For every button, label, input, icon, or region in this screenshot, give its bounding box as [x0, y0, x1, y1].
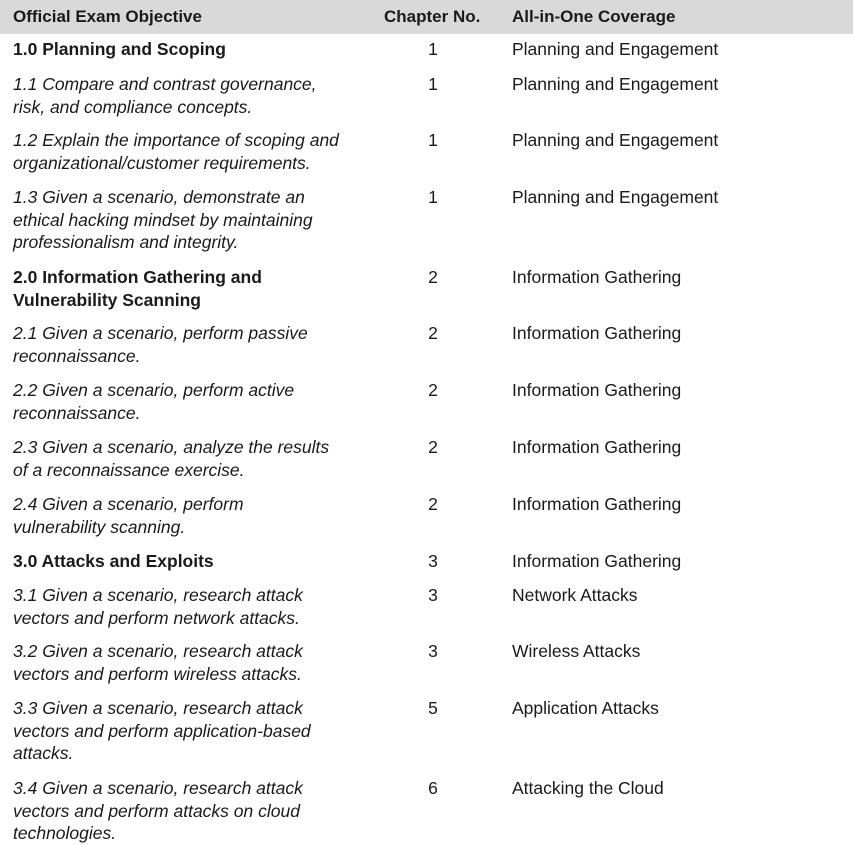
coverage-cell: Information Gathering [512, 437, 682, 457]
objective-cell: 3.1 Given a scenario, research attack vectors and perform network attacks. [13, 585, 303, 628]
coverage-cell: Application Attacks [512, 698, 659, 718]
chapter-cell: 2 [428, 437, 438, 457]
chapter-cell: 1 [428, 39, 438, 59]
chapter-cell: 5 [428, 698, 438, 718]
coverage-cell: Planning and Engagement [512, 39, 719, 59]
coverage-cell: Information Gathering [512, 494, 682, 514]
chapter-cell: 3 [428, 585, 438, 605]
coverage-cell: Attacking the Cloud [512, 778, 664, 798]
objective-cell: 3.0 Attacks and Exploits [13, 551, 214, 571]
chapter-cell: 1 [428, 187, 438, 207]
coverage-cell: Wireless Attacks [512, 641, 641, 661]
objective-cell: 3.2 Given a scenario, research attack vectors and perform wireless attacks. [13, 641, 303, 684]
objective-cell: 1.3 Given a scenario, demonstrate an ethical hacking mindset by maintaining professionalism and integrity. [13, 187, 313, 253]
coverage-cell: Information Gathering [512, 380, 682, 400]
table-header [0, 0, 853, 34]
coverage-cell: Information Gathering [512, 551, 682, 571]
objective-cell: 2.4 Given a scenario, perform vulnerability scanning. [13, 494, 244, 537]
objective-cell: 2.0 Information Gathering and Vulnerability Scanning [13, 267, 262, 310]
objective-cell: 1.2 Explain the importance of scoping and organizational/customer requirements. [13, 130, 339, 173]
coverage-cell: Planning and Engagement [512, 187, 719, 207]
chapter-cell: 1 [428, 74, 438, 94]
objective-cell: 2.2 Given a scenario, perform active reconnaissance. [13, 380, 295, 423]
objective-cell: 1.0 Planning and Scoping [13, 39, 226, 59]
objective-cell: 3.3 Given a scenario, research attack vectors and perform application-based attacks. [13, 698, 311, 764]
coverage-cell: Planning and Engagement [512, 130, 719, 150]
chapter-cell: 3 [428, 641, 438, 661]
coverage-cell: Information Gathering [512, 267, 682, 287]
header-coverage: All-in-One Coverage [512, 7, 676, 26]
chapter-cell: 6 [428, 778, 438, 798]
coverage-cell: Planning and Engagement [512, 74, 719, 94]
chapter-cell: 3 [428, 551, 438, 571]
objective-cell: 2.1 Given a scenario, perform passive reconnaissance. [13, 323, 308, 366]
objective-cell: 3.4 Given a scenario, research attack vectors and perform attacks on cloud technologies. [13, 778, 303, 844]
chapter-cell: 2 [428, 323, 438, 343]
chapter-cell: 2 [428, 267, 438, 287]
chapter-cell: 2 [428, 380, 438, 400]
objective-cell: 2.3 Given a scenario, analyze the results of a reconnaissance exercise. [13, 437, 330, 480]
chapter-cell: 1 [428, 130, 438, 150]
header-chapter: Chapter No. [384, 7, 481, 26]
objective-cell: 1.1 Compare and contrast governance, risk, and compliance concepts. [13, 74, 317, 117]
coverage-cell: Network Attacks [512, 585, 638, 605]
coverage-cell: Information Gathering [512, 323, 682, 343]
chapter-cell: 2 [428, 494, 438, 514]
header-objective: Official Exam Objective [13, 7, 202, 26]
